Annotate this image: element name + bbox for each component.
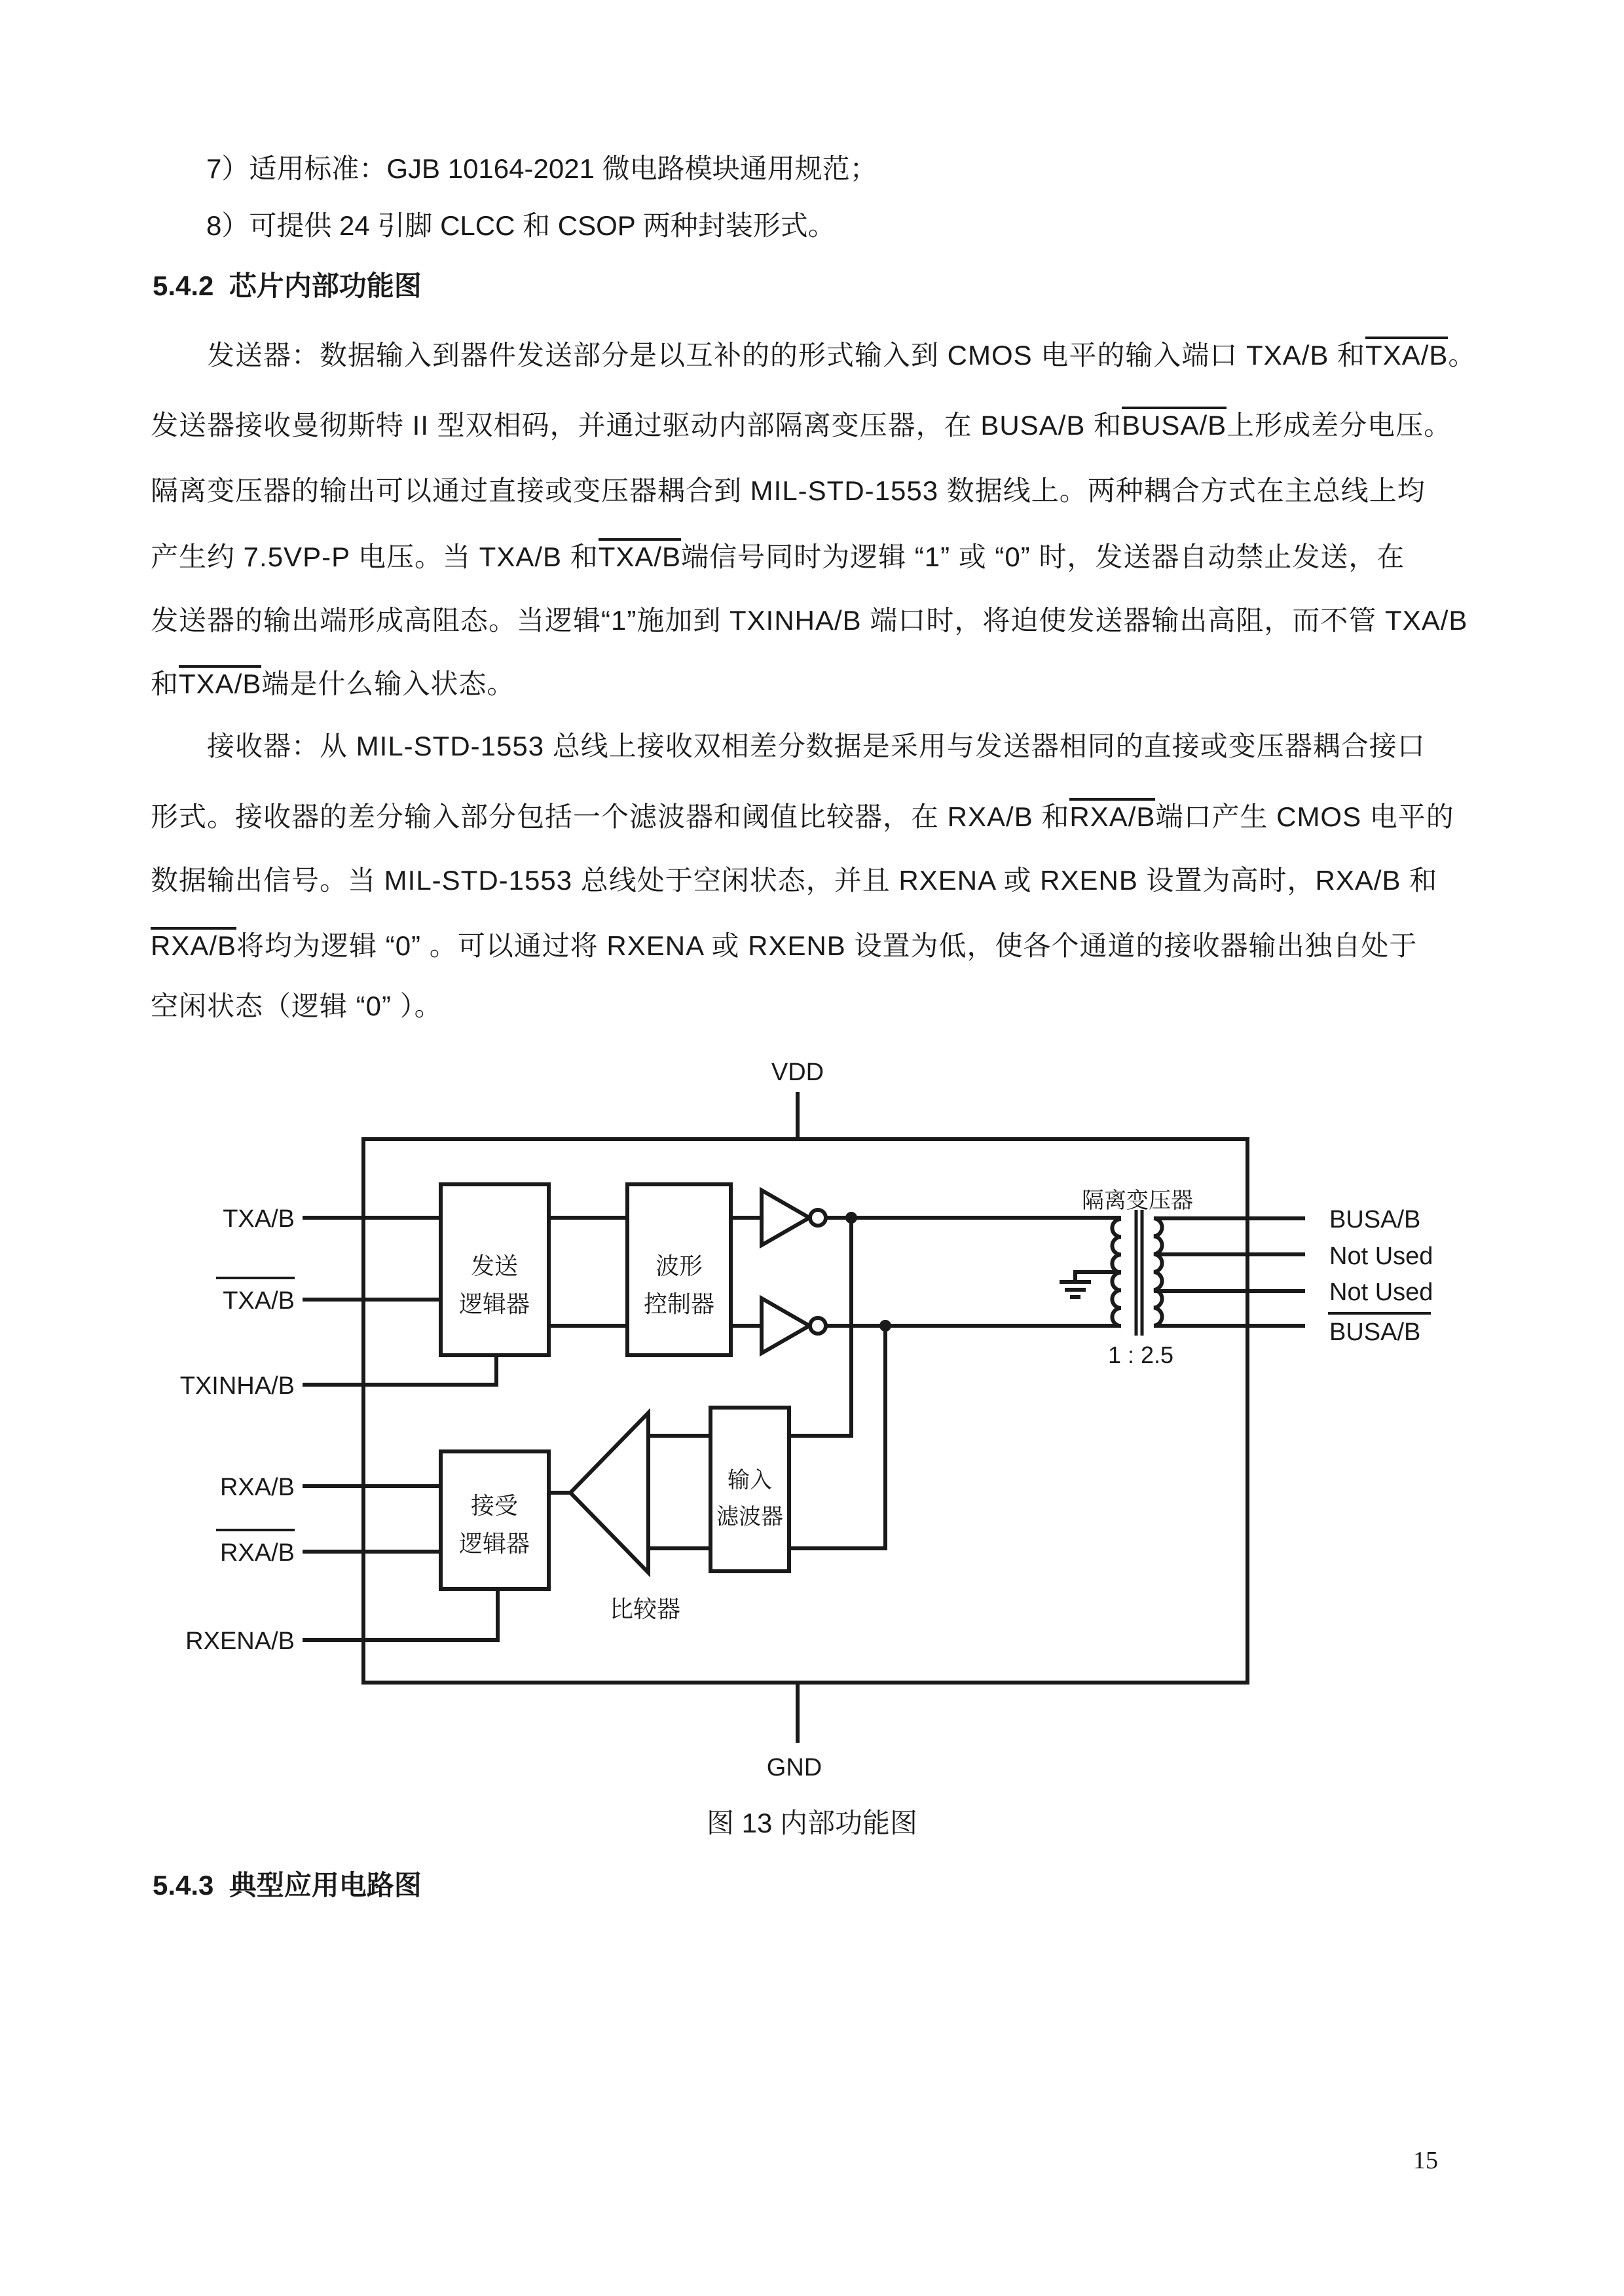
section-heading-542: 5.4.2 芯片内部功能图 [153, 270, 422, 301]
paragraph-line: 空闲状态（逻辑 “0” ）。 [151, 991, 443, 1021]
transmit-logic-label-1: 发送 [470, 1252, 519, 1279]
receive-logic-label-1: 接受 [470, 1492, 519, 1519]
pin-rxenab-label: RXENA/B [185, 1628, 295, 1655]
input-filter-label-1: 输入 [728, 1468, 772, 1493]
paragraph-line: 形式。接收器的差分输入部分包括一个滤波器和阈值比较器，在 RXA/B 和RXA/B端口产生 CMOS 电平的 [151, 799, 1545, 835]
waveform-label-2: 控制器 [643, 1290, 715, 1317]
paragraph-line: 接收器：从 MIL-STD-1553 总线上接收双相差分数据是采用与发送器相同的直接或变压器耦合接口 [207, 731, 1426, 761]
input-filter-label-2: 滤波器 [716, 1504, 783, 1529]
pin-rxab-n-label: RXA/B [219, 1539, 295, 1567]
inverter-bottom-bubble [810, 1318, 826, 1334]
pin-txab-label: TXA/B [223, 1205, 295, 1233]
figure-caption: 图 13 内部功能图 [706, 1808, 918, 1838]
pin-txab-n-label: TXA/B [223, 1287, 295, 1315]
paragraph-line: 发送器接收曼彻斯特 II 型双相码，并通过驱动内部隔离变压器，在 BUSA/B 和BUSA/B上形成差分电压。 [151, 407, 1545, 444]
paragraph-line: 产生约 7.5VP-P 电压。当 TXA/B 和TXA/B端信号同时为逻辑 “1” 或 “0” 时，发送器自动禁止发送，在 [151, 539, 1545, 575]
pin-rxab-label: RXA/B [219, 1474, 295, 1501]
vdd-label: VDD [771, 1059, 824, 1086]
list-item-7: 7）适用标准：GJB 10164-2021 微电路模块通用规范； [206, 153, 877, 184]
receive-logic-block [441, 1451, 549, 1589]
comparator-label: 比较器 [609, 1595, 681, 1622]
transmit-logic-label-2: 逻辑器 [458, 1290, 530, 1317]
list-item-8: 8）可提供 24 引脚 CLCC 和 CSOP 两种封装形式。 [206, 210, 836, 241]
receive-logic-label-2: 逻辑器 [458, 1530, 530, 1557]
page-number: 15 [1413, 2147, 1438, 2174]
paragraph-line: 发送器的输出端形成高阻态。当逻辑“1”施加到 TXINHA/B 端口时，将迫使发送器输出高阻，而不管 TXA/B [151, 605, 1468, 636]
bus-busab-n-label: BUSA/B [1329, 1319, 1421, 1346]
paragraph-line: RXA/B将均为逻辑 “0” 。可以通过将 RXENA 或 RXENB 设置为低，使各个通道的接收器输出独自处于 [151, 928, 1545, 964]
section-heading-543: 5.4.3 典型应用电路图 [153, 1870, 422, 1901]
waveform-label-1: 波形 [655, 1252, 703, 1279]
bus-notused2-label: Not Used [1329, 1279, 1433, 1306]
transformer-label: 隔离变压器 [1082, 1188, 1193, 1213]
pin-txinhab-label: TXINHA/B [179, 1372, 295, 1400]
transformer-ratio-label: 1 : 2.5 [1107, 1341, 1174, 1368]
bus-notused1-label: Not Used [1329, 1243, 1433, 1270]
bus-busab-label: BUSA/B [1329, 1206, 1421, 1233]
paragraph-line: 隔离变压器的输出可以通过直接或变压器耦合到 MIL-STD-1553 数据线上。两种耦合方式在主总线上均 [151, 475, 1426, 506]
paragraph-line: 和TXA/B端是什么输入状态。 [151, 666, 1545, 702]
paragraph-line: 数据输出信号。当 MIL-STD-1553 总线处于空闲状态，并且 RXENA 或 RXENB 设置为高时，RXA/B 和 [151, 865, 1438, 896]
gnd-label: GND [766, 1754, 822, 1781]
inverter-top-bubble [810, 1210, 826, 1226]
paragraph-line: 发送器：数据输入到器件发送部分是以互补的的形式输入到 CMOS 电平的输入端口 TXA/B 和TXA/B。 [151, 337, 1602, 374]
